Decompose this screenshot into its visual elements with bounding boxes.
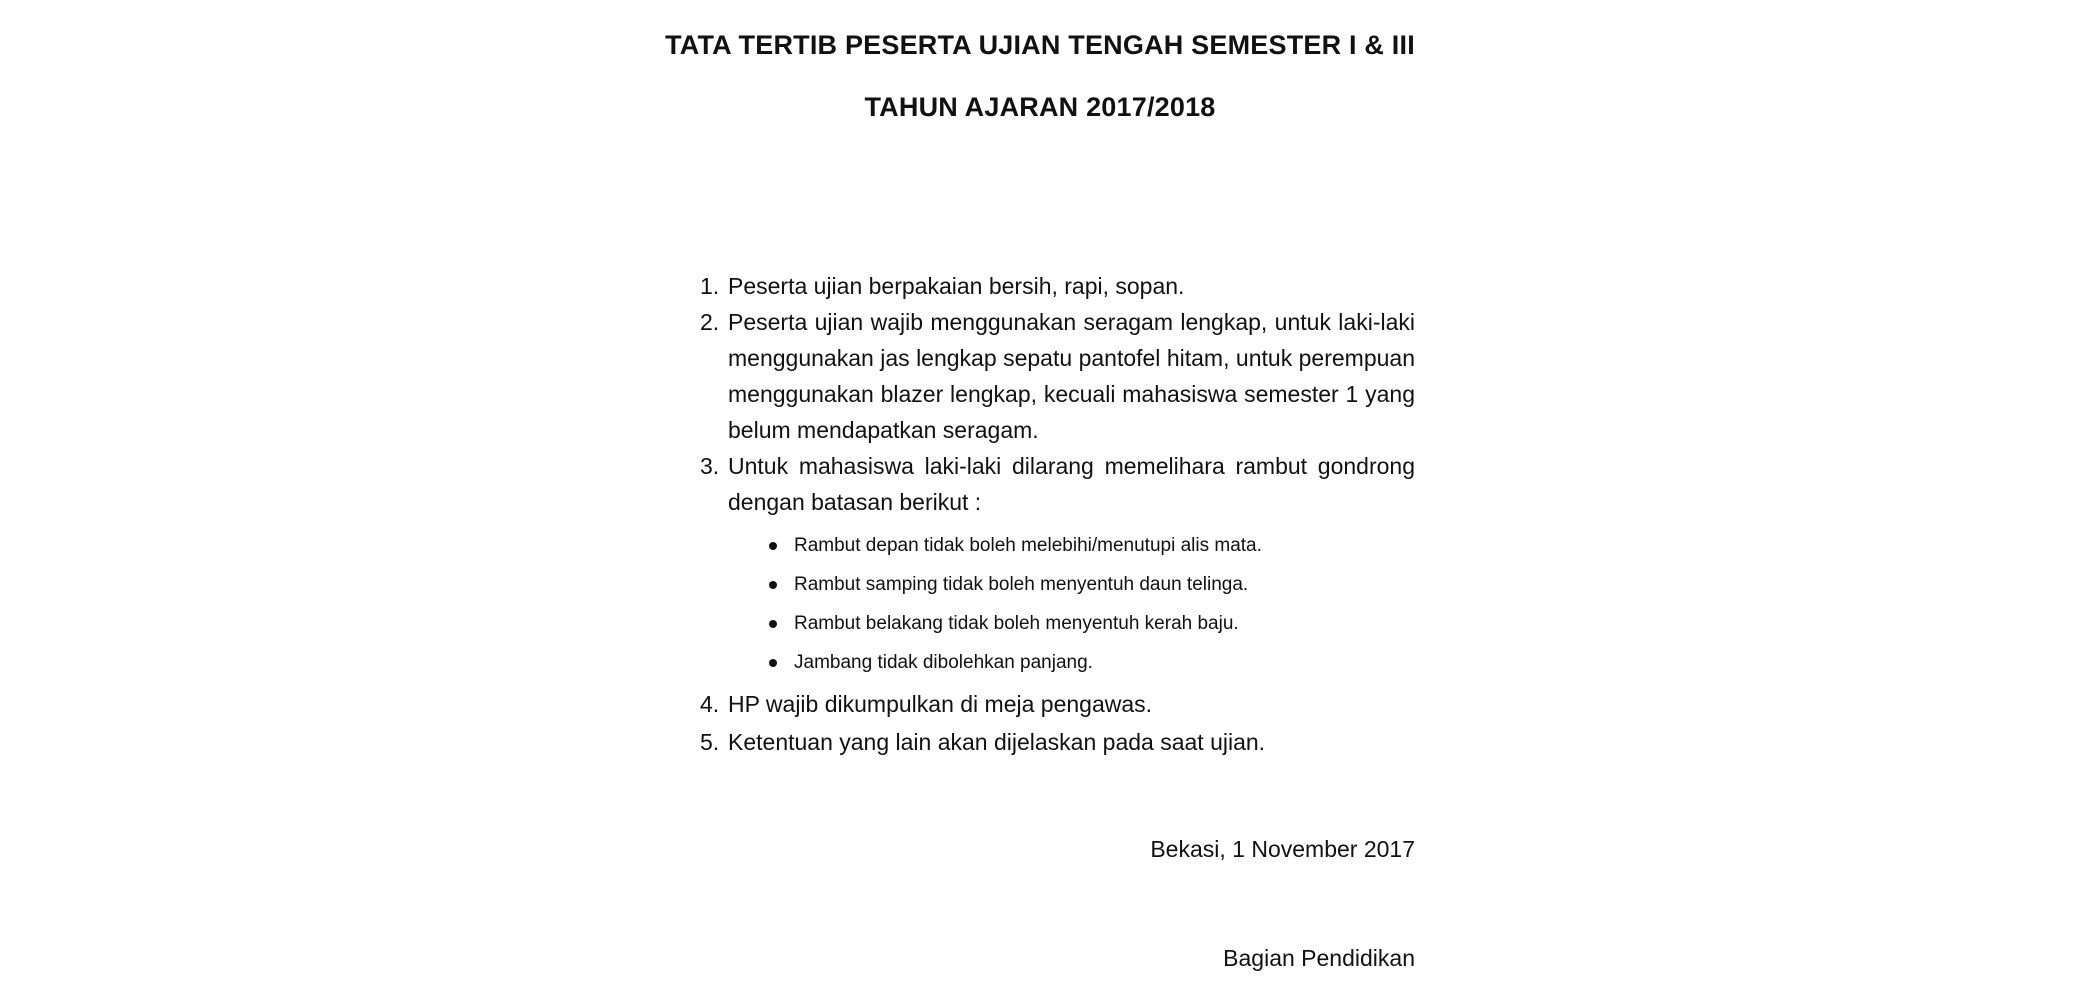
rule-number: 3. <box>700 453 720 479</box>
rule-item-4 <box>695 686 1415 722</box>
hair-rules-list <box>728 526 1415 682</box>
bullet-icon <box>769 542 777 550</box>
rule-number: 5. <box>700 729 720 755</box>
rule-text: Untuk mahasiswa laki-laki dilarang memelihara rambut gondrong dengan batasan berikut : <box>728 453 1415 515</box>
hair-rule-text: Rambut belakang tidak boleh menyentuh kerah baju. <box>794 613 1239 634</box>
rule-item-5 <box>695 724 1415 760</box>
place-date: Bekasi, 1 November 2017 <box>1150 836 1415 862</box>
rule-text: Ketentuan yang lain akan dijelaskan pada saat ujian. <box>728 729 1266 755</box>
rule-text: Peserta ujian wajib menggunakan seragam lengkap, untuk laki-laki menggunakan jas lengkap sepatu pantofel hitam, untuk perempuan menggunakan blazer lengkap, kecuali mahasiswa semester 1 yang belum mendapatkan seragam. <box>728 309 1415 443</box>
rules-section <box>695 268 1415 760</box>
rule-text: Peserta ujian berpakaian bersih, rapi, sopan. <box>728 273 1185 299</box>
rule-number: 2. <box>700 309 720 335</box>
rule-item-2 <box>695 304 1415 448</box>
bullet-icon <box>769 620 777 628</box>
rule-number: 1. <box>700 273 720 299</box>
bullet-icon <box>769 581 777 589</box>
hair-rule-text: Rambut depan tidak boleh melebihi/menutupi alis mata. <box>794 535 1262 556</box>
bullet-icon <box>769 659 777 667</box>
hair-rule-item <box>728 565 1415 604</box>
rule-item-3 <box>695 448 1415 682</box>
hair-rule-item <box>728 643 1415 682</box>
document-title: TATA TERTIB PESERTA UJIAN TENGAH SEMESTER I & III <box>665 30 1415 60</box>
hair-rule-text: Jambang tidak dibolehkan panjang. <box>794 652 1093 673</box>
rule-number: 4. <box>700 691 720 717</box>
document-subtitle: TAHUN AJARAN 2017/2018 <box>864 92 1216 122</box>
rule-text: HP wajib dikumpulkan di meja pengawas. <box>728 691 1153 717</box>
hair-rule-text: Rambut samping tidak boleh menyentuh daun telinga. <box>794 574 1249 595</box>
hair-rule-item <box>728 526 1415 565</box>
rule-item-1 <box>695 268 1415 304</box>
rules-list <box>695 268 1415 760</box>
signature-unit: Bagian Pendidikan <box>1223 945 1415 971</box>
hair-rule-item <box>728 604 1415 643</box>
